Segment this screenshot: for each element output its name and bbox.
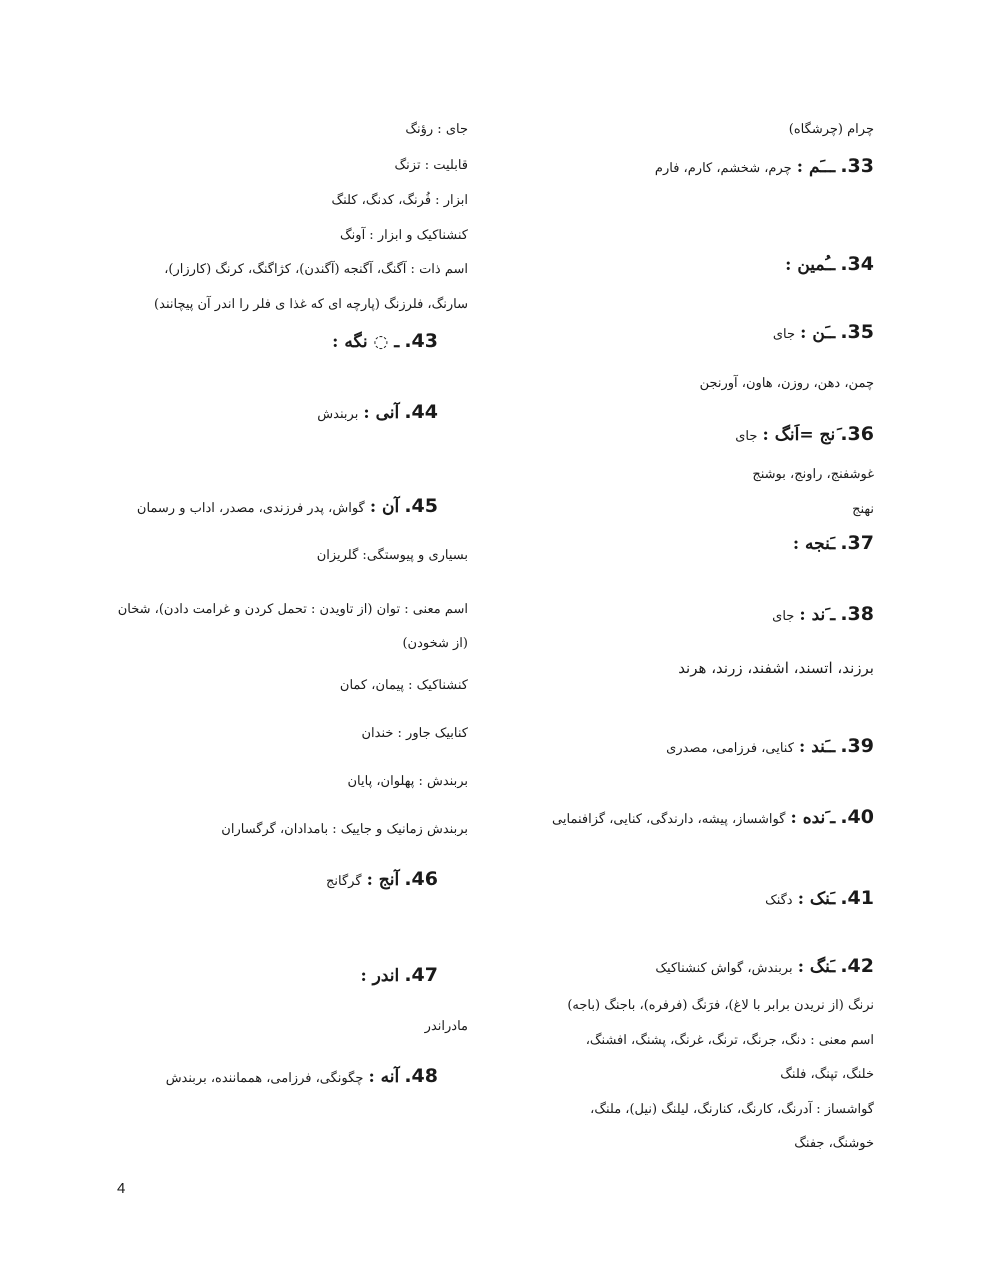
entry-suffix: ـ ◌ نگه : bbox=[332, 332, 400, 352]
entry-number: 47. bbox=[404, 964, 438, 986]
entry-40 bbox=[514, 805, 874, 832]
entry-42-line-5: خوشنگ، جفنگ bbox=[794, 1136, 874, 1151]
entry-description: جای bbox=[735, 429, 758, 444]
entry-description: بربندش bbox=[317, 407, 359, 422]
text-line: کنشناکیک و ابزار : آونگ bbox=[340, 228, 468, 243]
entry-48 bbox=[108, 1064, 468, 1091]
entry-41 bbox=[514, 886, 874, 913]
entry-number: 36. bbox=[840, 423, 874, 445]
text-line: قابلیت : تزنگ bbox=[394, 158, 468, 173]
entry-47 bbox=[108, 963, 468, 988]
entry-number: 43. bbox=[404, 330, 438, 352]
entry-42-line-4: گواشساز : آدرنگ، کارنگ، کنارنگ، لیلنگ (نیل)، ملنگ، bbox=[590, 1102, 874, 1117]
entry-43 bbox=[108, 329, 468, 354]
text-line: جای : رؤنگ bbox=[405, 122, 468, 137]
entry-36-examples: غوشفنج، راونج، بوشنج bbox=[752, 467, 874, 482]
text-line: بربندش : پهلوان، پایان bbox=[347, 774, 468, 789]
entry-number: 41. bbox=[840, 887, 874, 909]
entry-42-line-1: نرنگ (از نریدن برابر با لاغ)، فرَنگ (فرفره)، باجنگ (باجه) bbox=[567, 998, 874, 1013]
entry-number: 35. bbox=[840, 321, 874, 343]
entry-42-line-3: خلنگ، تپنگ، فلنگ bbox=[780, 1067, 874, 1082]
entry-37 bbox=[514, 531, 874, 556]
page-number: 4 bbox=[117, 1180, 126, 1197]
entry-36 bbox=[514, 422, 874, 449]
entry-42-line-2: اسم معنی : دنگ، جرنگ، ترنگ، غرنگ، پشنگ، افشنگ، bbox=[585, 1033, 874, 1048]
entry-35-examples: چمن، دهن، روزن، هاون، آورنجن bbox=[699, 376, 874, 391]
entry-number: 42. bbox=[840, 955, 874, 977]
entry-description: چرم، شخشم، کارم، فارم bbox=[654, 161, 792, 176]
entry-number: 37. bbox=[840, 532, 874, 554]
entry-description: بربندش، گواش کنشناکیک bbox=[655, 961, 793, 976]
text-paragraph: اسم معنی : توان (از تاویدن : تحمل کردن و غرامت دادن)، شخان (از شخودن) bbox=[117, 602, 468, 651]
entry-suffix: ـ َنده : bbox=[790, 808, 836, 828]
text-line: اسم ذات : آگنگ، آگنجه (آگندن)، کژاگنگ، کرنگ (کارزار)، bbox=[164, 262, 468, 277]
entry-45 bbox=[108, 494, 468, 521]
entry-number: 45. bbox=[404, 495, 438, 517]
entry-description: جای bbox=[772, 609, 795, 624]
entry-suffix: ـــَم : bbox=[796, 157, 836, 177]
entry-suffix: ـَنگ : bbox=[797, 957, 836, 977]
entry-39 bbox=[514, 734, 874, 761]
entry-suffix: آنج : bbox=[366, 870, 400, 890]
entry-34 bbox=[514, 252, 874, 277]
entry-description: دگنک bbox=[765, 893, 793, 908]
entry-description: جای bbox=[772, 327, 796, 342]
text-line: بسیاری و پیوستگی: گلریزان bbox=[316, 548, 468, 563]
text-line: کنابیک جاور : خندان bbox=[361, 726, 468, 741]
entry-suffix: ـَنجه : bbox=[792, 534, 836, 554]
entry-description: گرگانج bbox=[325, 874, 362, 889]
entry-description: گواشساز، پیشه، دارندگی، کنایی، گزافنمایی bbox=[552, 812, 786, 827]
text-line: سارنگ، فلرزنگ (پارچه ای که غذا ی فلر را اندر آن پیچانند) bbox=[154, 297, 468, 312]
entry-number: 46. bbox=[404, 868, 438, 890]
entry-suffix: ـ َند : bbox=[799, 605, 836, 625]
entry-number: 44. bbox=[404, 401, 438, 423]
entry-42 bbox=[514, 954, 874, 981]
entry-number: 40. bbox=[840, 806, 874, 828]
entry-number: 48. bbox=[404, 1065, 438, 1087]
entry-suffix: ـَنک : bbox=[797, 889, 836, 909]
text-line: کنشناکیک : پیمان، کمان bbox=[339, 678, 468, 693]
text-line: مادراندر bbox=[424, 1019, 468, 1034]
text-line: ابزار : فُرنگ، کدنگ، کلنگ bbox=[331, 193, 468, 208]
entry-35 bbox=[514, 320, 874, 347]
text-line: بربندش زمانیک و جاییک : بامدادان، گرگساران bbox=[221, 822, 468, 837]
entry-number: 34. bbox=[840, 253, 874, 275]
entry-suffix: ــُمین : bbox=[785, 255, 836, 275]
entry-number: 33. bbox=[840, 155, 874, 177]
entry-38 bbox=[514, 602, 874, 629]
entry-description: کنایی، فرزامی، مصدری bbox=[666, 741, 794, 756]
entry-suffix: اندر : bbox=[360, 966, 400, 986]
intro-line: چرام (چرشگاه) bbox=[788, 122, 874, 137]
entry-suffix: آنه : bbox=[368, 1067, 400, 1087]
entry-number: 38. bbox=[840, 603, 874, 625]
entry-number: 39. bbox=[840, 735, 874, 757]
entry-46 bbox=[108, 867, 468, 894]
entry-description: چگونگی، فرزامی، همماننده، بربندش bbox=[165, 1071, 364, 1086]
entry-suffix: ــَن : bbox=[800, 323, 836, 343]
entry-36-examples-2: نهنج bbox=[852, 502, 874, 517]
entry-suffix: ــَند : bbox=[799, 737, 836, 757]
entry-suffix: َنج =اَنگ : bbox=[762, 425, 836, 445]
entry-33 bbox=[514, 154, 874, 181]
entry-description: گواش، پدر فرزندی، مصدر، اداب و رسمان bbox=[136, 501, 365, 516]
entry-suffix: آنی : bbox=[363, 403, 400, 423]
entry-44 bbox=[108, 400, 468, 427]
entry-suffix: آن : bbox=[369, 497, 400, 517]
entry-38-examples: برزند، اتسند، اشفند، زرند، هرند bbox=[678, 659, 874, 677]
